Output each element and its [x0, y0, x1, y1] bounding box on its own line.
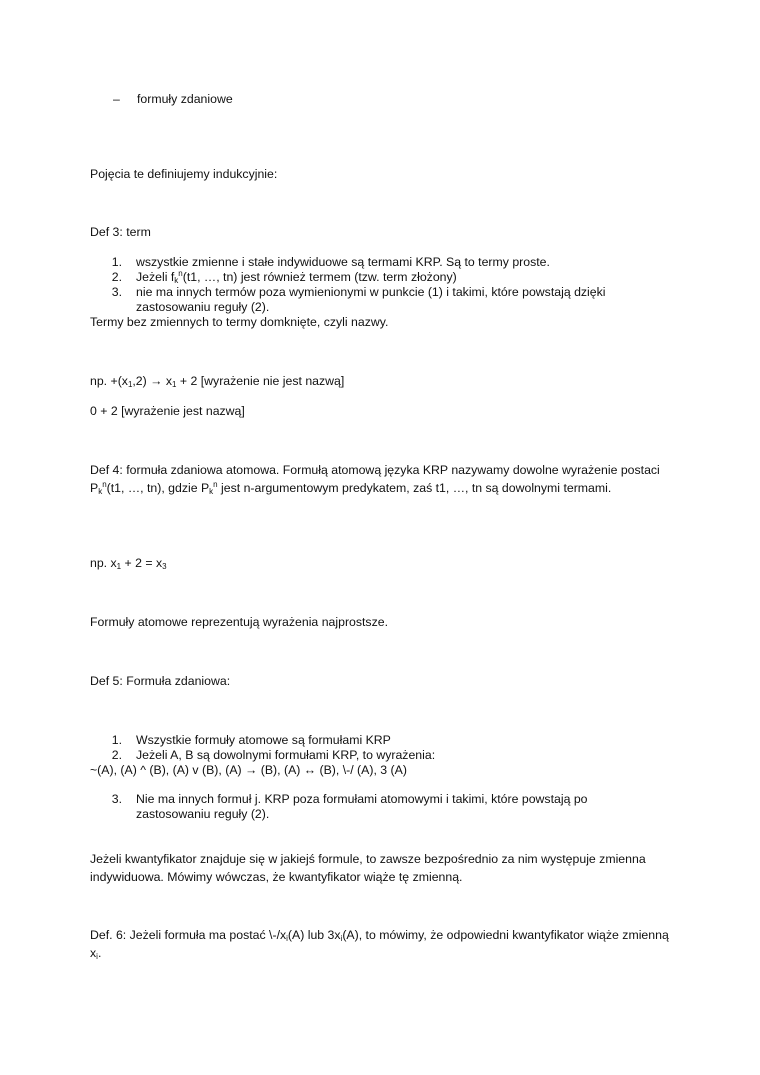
def3-item1-text: wszystkie zmienne i stałe indywiduowe są termami KRP. Są to termy proste.	[136, 255, 550, 269]
atomic-note: Formuły atomowe reprezentują wyrażenia najprostsze.	[90, 615, 388, 629]
def5-formulas: ~(A), (A) ^ (B), (A) v (B), (A) → (B), (A) ↔ (B), \-/ (A), 3 (A)	[90, 763, 407, 777]
def3-item1-num: 1.	[111, 255, 122, 269]
def6-paragraph: Def. 6: Jeżeli formuła ma postać $\backslash-/x_i(A)$ lub $3x_i(A)$, to mówimy, że odpowiedni kwantyfikator wiąże zmienną $x_i$.	[90, 928, 669, 961]
def4-paragraph: Def 4: formuła zdaniowa atomowa. Formułą atomową języka KRP nazywamy dowolne wyrażenie postaci $P_k^n(t1$, …, tn), gdzie $P_k^n$ jest n-argumentowym predykatem, zaś t1, …, tn są dowolnymi termami.	[90, 463, 660, 496]
intro-text: Pojęcia te definiujemy indukcyjnie:	[90, 167, 278, 181]
example2-line: np. $x_1 + 2 = x_3$	[90, 556, 167, 571]
example1-line: np. $+(x_1,2) \to x_1 + 2$ [wyrażenie nie jest nazwą]	[90, 374, 345, 389]
def5-item3-num: 3.	[111, 792, 122, 806]
quantifier-note: Jeżeli kwantyfikator znajduje się w jakiejś formule, to zawsze bezpośrednio za nim występuje zmienna indywiduowa. Mówimy wówczas, że kwantyfikator wiąże tę zmienną.	[90, 852, 646, 884]
def3-heading: Def 3: term	[90, 225, 151, 239]
def3-item3-num: 3.	[111, 285, 122, 299]
def5-item3-line2: zastosowaniu reguły (2).	[136, 807, 270, 821]
def5-heading: Def 5: Formuła zdaniowa:	[90, 674, 231, 688]
def3-item3-line2: zastosowaniu reguły (2).	[136, 300, 270, 314]
bullet-marker: –	[113, 92, 120, 106]
def5-item3-line1: Nie ma innych formuł j. KRP poza formułami atomowymi i takimi, które powstają po	[136, 792, 588, 806]
def3-item2-num: 2.	[111, 270, 122, 284]
def3-closing: Termy bez zmiennych to termy domknięte, czyli nazwy.	[90, 315, 389, 329]
def3-item3-line1: nie ma innych termów poza wymienionymi w punkcie (1) i takimi, które powstają dzięki	[136, 285, 606, 299]
def5-item1-num: 1.	[111, 733, 122, 747]
bullet-text: formuły zdaniowe	[137, 92, 233, 106]
example1-second: 0 + 2 [wyrażenie jest nazwą]	[90, 404, 245, 418]
def5-item1-text: Wszystkie formuły atomowe są formułami KRP	[136, 733, 391, 747]
def5-item2-text: Jeżeli A, B są dowolnymi formułami KRP, to wyrażenia:	[136, 748, 436, 762]
def5-item2-num: 2.	[111, 748, 122, 762]
def3-item2-text: Jeżeli $f_k^n(t1$, …, tn) jest również termem (tzw. term złożony)	[136, 269, 457, 285]
